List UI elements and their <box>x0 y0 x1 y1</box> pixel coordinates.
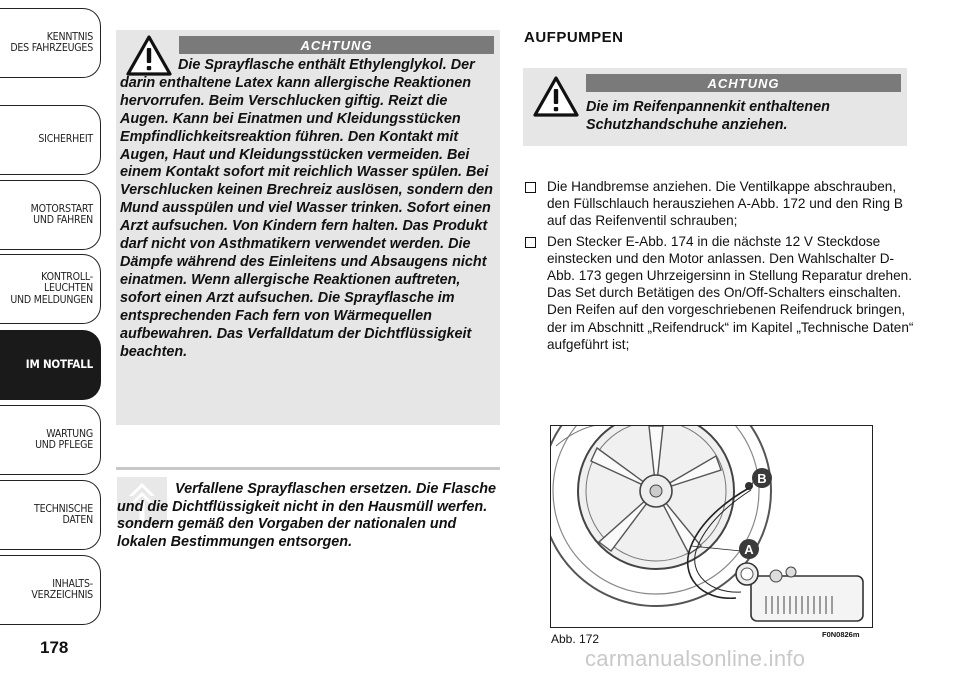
step-text: Den Stecker E-Abb. 174 in die nächste 12 V Steckdose einstecken und den Motor anlassen. Den Wahlschalter D-Abb. 173 gegen Uhrzeigersinn in Stellung Reparatur drehen. Das Set durch Betätigen des On/Off-Schalters einschalten. Den Reifen auf den vorgeschriebenen Reifendruck bringen, der im Abschnitt „Reifendruck“ im Kapitel „Technische Daten“ aufgeführt ist; <box>547 233 914 352</box>
achtung-label: ACHTUNG <box>179 36 494 54</box>
tab-technische-daten[interactable]: TECHNISCHE DATEN <box>0 480 101 550</box>
tab-kenntnis-des-fahrzeuges[interactable]: KENNTNIS DES FAHRZEUGES <box>0 8 101 78</box>
figure-caption: Abb. 172 <box>551 632 600 646</box>
divider <box>116 467 500 470</box>
list-item <box>525 233 915 353</box>
environment-note-text: Verfallene Sprayflaschen ersetzen. Die Flasche und die Dichtflüssigkeit nicht in den Hausmüll werfen. sondern gemäß den Vorgaben der nationalen und lokalen Bestimmungen entsorgen. <box>117 481 497 550</box>
checkbox-bullet-icon <box>525 237 536 248</box>
tab-inhaltsverzeichnis[interactable]: INHALTS- VERZEICHNIS <box>0 555 101 625</box>
list-item <box>525 178 915 230</box>
checkbox-bullet-icon <box>525 182 536 193</box>
page-number: 178 <box>40 638 69 657</box>
watermark-text: carmanualsonline.info <box>585 646 806 671</box>
warning-triangle-icon <box>532 75 580 119</box>
achtung-label: ACHTUNG <box>586 74 901 92</box>
section-heading: AUFPUMPEN <box>524 29 624 46</box>
callout-a: A <box>744 542 754 557</box>
tab-motorstart-und-fahren[interactable]: MOTORSTART UND FAHREN <box>0 180 101 250</box>
warning-text: Die Sprayflasche enthält Ethylenglykol. Der darin enthaltene Latex kann allergische Reaktionen hervorrufen. Beim Verschlucken giftig. Reizt die Augen. Kann bei Einatmen und Kleidungsstücken Empfindlichkeitsreaktion führen. Den Kontakt mit Augen, Haut und Kleidungsstücken vermeiden. Bei einem Kontakt sofort mit reichlich Wasser spülen. Bei Verschlucken keinen Brechreiz auslösen, sondern den Mund ausspülen und viel Wasser trinken. Sofort einen Arzt aufsuchen. Von Kindern fern halten. Das Produkt darf nicht von Asthmatikern verwendet werden. Die Dämpfe während des Einleitens und Absaugens nicht einatmen. Wenn allergische Reaktionen auftreten, sofort einen Arzt aufsuchen. Die Sprayflasche im entsprechenden Fach fern von Wärmequellen aufbewahren. Das Verfalldatum der Dichtflüssigkeit beachten. <box>120 57 493 360</box>
tab-kontrollleuchten[interactable]: KONTROLL- LEUCHTEN UND MELDUNGEN <box>0 254 101 324</box>
figure-code: F0N0826m <box>822 630 860 639</box>
step-text: Die Handbremse anziehen. Die Ventilkappe abschrauben, den Füllschlauch herausziehen A-Abb. 172 und den Ring B auf das Reifenventil schrauben; <box>547 179 903 229</box>
step-list <box>525 178 915 356</box>
tab-sicherheit[interactable]: SICHERHEIT <box>0 105 101 175</box>
warning-text: Die im Reifenpannenkit enthaltenen Schutzhandschuhe anziehen. <box>586 99 830 133</box>
figure-tire-inflation <box>550 425 873 628</box>
chapter-tabs <box>0 0 103 640</box>
warning-box-gloves <box>523 68 907 146</box>
tire-compressor-illustration <box>551 426 873 628</box>
callout-b: B <box>757 471 767 486</box>
tab-wartung-und-pflege[interactable]: WARTUNG UND PFLEGE <box>0 405 101 475</box>
tab-im-notfall[interactable]: IM NOTFALL <box>0 330 101 400</box>
warning-box-spray <box>116 30 500 425</box>
